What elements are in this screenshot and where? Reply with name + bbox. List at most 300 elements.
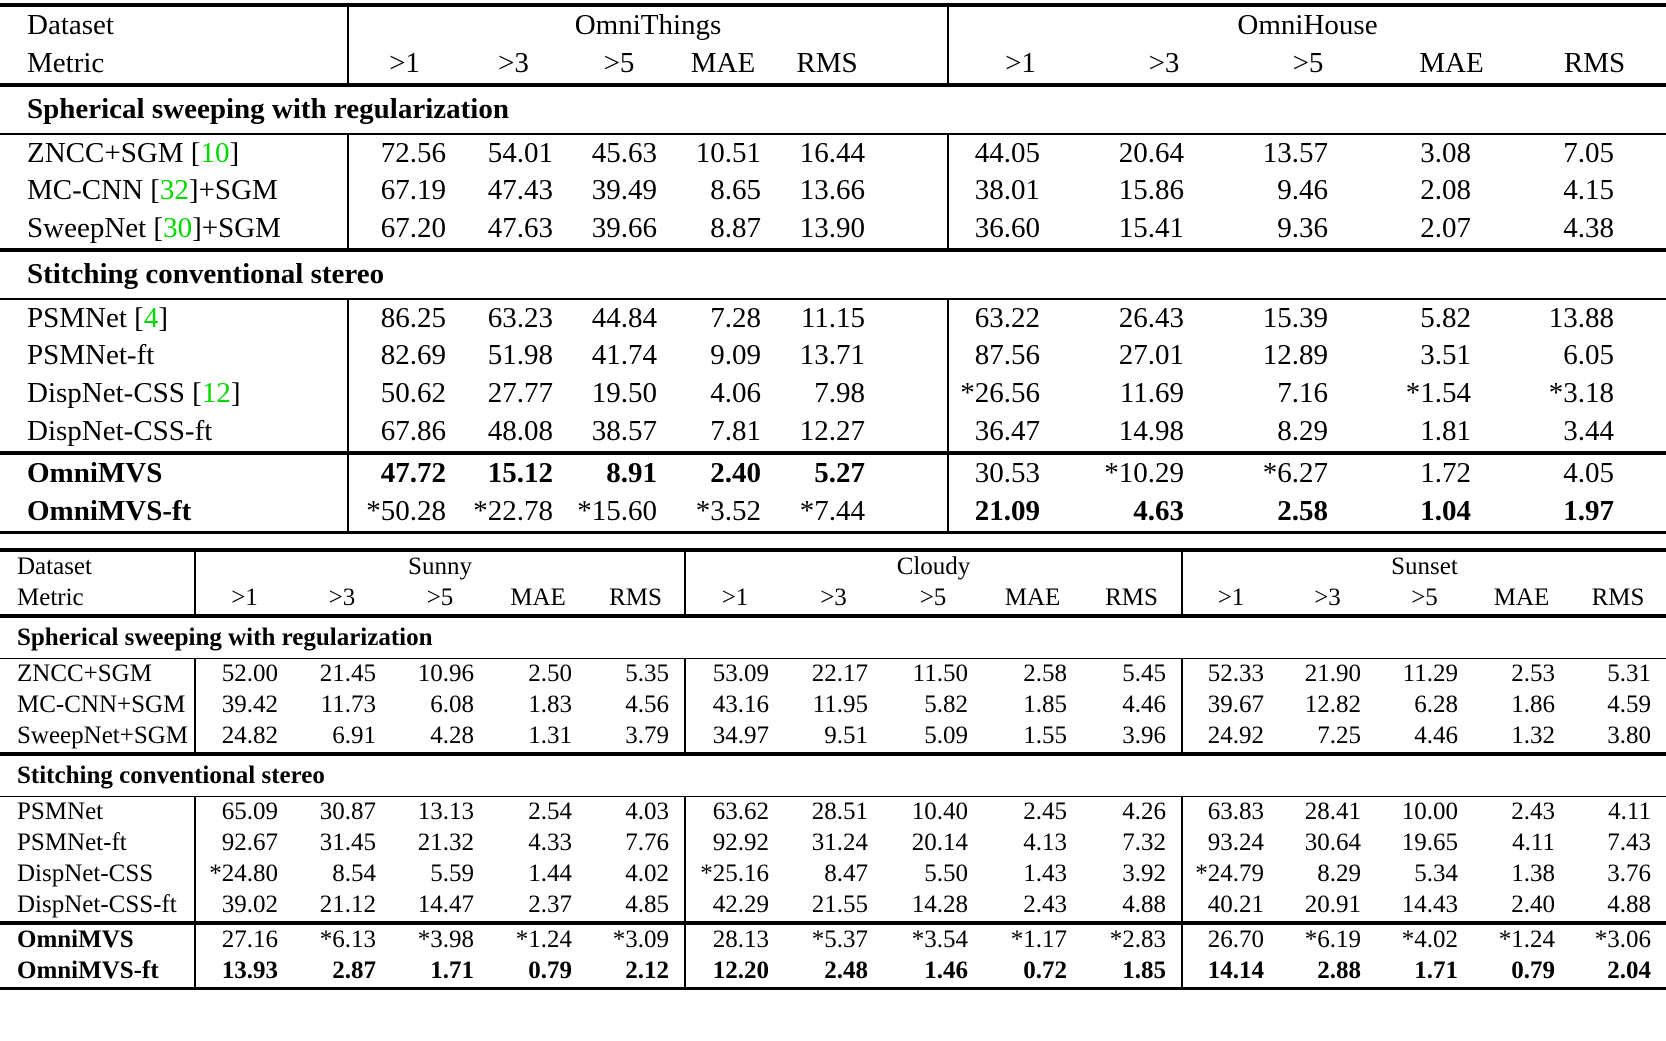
value-cell: *3.18: [1548, 377, 1614, 409]
value-cell: 1.83: [528, 691, 572, 718]
value-cell: 3.51: [1420, 339, 1471, 371]
value-cell: 13.71: [799, 339, 865, 371]
value-cell: 4.85: [625, 891, 669, 918]
row-label-text: OmniMVS-ft: [17, 957, 159, 984]
filler-cell: [879, 45, 948, 83]
value-cell: 65.09: [195, 797, 293, 828]
value-cell: 20.64: [1118, 136, 1184, 169]
value-cell: 5.31: [1607, 660, 1651, 688]
value-cell: 45.63: [591, 136, 657, 169]
value-cell: 2.43: [1023, 891, 1067, 918]
value-cell: 24.82: [195, 721, 293, 752]
value-cell: 12.89: [1262, 339, 1328, 371]
section-title-row: [0, 87, 1666, 134]
value-cell: 44.84: [591, 301, 657, 334]
metric-header: >1: [195, 583, 293, 614]
value-cell: 6.08: [430, 691, 474, 718]
value-cell: *1.54: [1405, 377, 1471, 409]
value-cell: 2.08: [1420, 174, 1471, 206]
value-cell: 4.05: [1563, 457, 1614, 489]
metric-header: >1: [1182, 583, 1279, 614]
value-cell: 53.09: [685, 659, 784, 690]
row-label-text: ]: [229, 136, 240, 169]
filler-cell: [879, 172, 948, 210]
value-cell: 9.46: [1277, 174, 1328, 206]
filler-cell: [879, 493, 948, 531]
row-label-text: OmniMVS: [17, 926, 134, 953]
value-cell: 1.55: [1023, 722, 1067, 749]
value-cell: 39.42: [195, 690, 293, 721]
metric-header: >1: [685, 583, 784, 614]
section-title: Stitching conventional stereo: [0, 252, 1666, 299]
citation-ref: 32: [159, 174, 189, 206]
value-cell: 34.97: [685, 721, 784, 752]
value-cell: 10.40: [911, 798, 968, 826]
value-cell: 11.73: [320, 691, 376, 718]
table-bottom-rule: [0, 987, 1666, 991]
value-cell: 11.95: [812, 691, 868, 718]
value-cell: 14.98: [1118, 415, 1184, 447]
value-cell: 1.43: [1023, 860, 1067, 887]
row-label-text: SweepNet+SGM: [17, 722, 189, 749]
value-cell: *4.02: [1401, 926, 1458, 953]
value-cell: 4.38: [1563, 212, 1614, 244]
value-cell: 0.79: [528, 957, 572, 984]
value-cell: 0.79: [1511, 957, 1555, 984]
value-cell: 27.77: [487, 377, 553, 409]
value-cell: 92.67: [195, 828, 293, 859]
value-cell: 8.65: [710, 174, 761, 206]
dataset-label: Dataset: [17, 553, 92, 580]
value-cell: 15.41: [1118, 212, 1184, 244]
value-cell: *5.37: [811, 926, 868, 953]
table-row: [0, 659, 1666, 690]
value-cell: *3.52: [695, 495, 761, 527]
value-cell: 7.43: [1607, 829, 1651, 856]
filler-cell: [879, 337, 948, 375]
row-label-text: PSMNet: [17, 798, 104, 826]
value-cell: 1.86: [1511, 691, 1555, 718]
value-cell: 27.16: [195, 925, 293, 956]
table-row: [0, 956, 1666, 987]
value-cell: 4.02: [625, 860, 669, 887]
value-cell: 4.88: [1122, 891, 1166, 918]
row-label-text: PSMNet [: [27, 301, 144, 334]
value-cell: 36.60: [948, 210, 1092, 248]
row-label-text: ]: [158, 301, 168, 334]
value-cell: *24.80: [195, 859, 293, 890]
metric-header: >5: [426, 584, 454, 611]
header-row-metric: [0, 45, 1666, 83]
metric-header: RMS: [1563, 47, 1626, 79]
value-cell: 67.20: [348, 210, 460, 248]
value-cell: 47.63: [487, 212, 553, 244]
value-cell: 43.16: [685, 690, 784, 721]
value-cell: 8.47: [824, 860, 868, 887]
value-cell: 22.17: [811, 660, 868, 688]
table-row: [0, 828, 1666, 859]
row-label-text: ]+SGM: [188, 174, 278, 206]
value-cell: 6.28: [1414, 691, 1458, 718]
row-label-text: DispNet-CSS [: [27, 377, 202, 409]
section-title-row: [0, 756, 1666, 797]
value-cell: 8.87: [710, 212, 761, 244]
row-label: [0, 721, 195, 752]
value-cell: 21.09: [948, 493, 1092, 531]
table-row: [0, 413, 1666, 451]
group-header: Cloudy: [685, 552, 1182, 583]
row-label-text: OmniMVS-ft: [27, 495, 192, 527]
value-cell: 21.45: [319, 660, 376, 688]
value-cell: *25.16: [685, 859, 784, 890]
row-label: [0, 134, 348, 172]
group-header: OmniHouse: [948, 7, 1666, 45]
table-row: [0, 455, 1666, 493]
row-label: [0, 890, 195, 921]
section-title-row: [0, 252, 1666, 299]
value-cell: 4.15: [1563, 174, 1614, 206]
value-cell: 5.50: [924, 860, 968, 887]
value-cell: 38.57: [591, 415, 657, 447]
value-cell: 2.87: [332, 957, 376, 984]
value-cell: 21.32: [417, 829, 474, 856]
value-cell: *1.17: [1010, 926, 1067, 953]
value-cell: 14.28: [911, 891, 968, 918]
metric-header: MAE: [690, 47, 756, 79]
value-cell: 13.90: [799, 212, 865, 244]
value-cell: 3.80: [1607, 722, 1651, 749]
value-cell: 9.09: [710, 339, 761, 371]
value-cell: 3.96: [1122, 722, 1166, 749]
value-cell: 63.23: [487, 301, 553, 334]
value-cell: 3.92: [1122, 860, 1166, 887]
value-cell: 67.86: [348, 413, 460, 451]
value-cell: 1.97: [1563, 495, 1614, 527]
value-cell: 2.53: [1511, 660, 1555, 688]
section-title: Spherical sweeping with regularization: [0, 618, 1666, 659]
value-cell: 7.28: [710, 301, 761, 334]
value-cell: *3.54: [911, 926, 968, 953]
value-cell: 1.32: [1511, 722, 1555, 749]
value-cell: 5.09: [924, 722, 968, 749]
value-cell: 14.14: [1182, 956, 1279, 987]
value-cell: 4.26: [1122, 798, 1166, 826]
table-row: [0, 210, 1666, 248]
value-cell: 7.16: [1277, 377, 1328, 409]
metric-header: MAE: [1493, 584, 1550, 611]
value-cell: 2.50: [528, 660, 572, 688]
row-label-text: ]+SGM: [192, 212, 281, 244]
filler-cell: [879, 375, 948, 413]
value-cell: 72.56: [348, 134, 460, 172]
value-cell: 21.12: [319, 891, 376, 918]
value-cell: 14.47: [417, 891, 474, 918]
value-cell: 13.93: [195, 956, 293, 987]
value-cell: 9.36: [1277, 212, 1328, 244]
value-cell: 4.11: [1608, 798, 1651, 826]
metric-label: Metric: [17, 584, 84, 611]
value-cell: 2.58: [1277, 495, 1328, 527]
value-cell: 92.92: [685, 828, 784, 859]
value-cell: 7.76: [625, 829, 669, 856]
metric-header: >3: [498, 47, 529, 79]
value-cell: 28.51: [811, 798, 868, 826]
metric-header: >1: [348, 45, 460, 83]
value-cell: 1.31: [528, 722, 572, 749]
filler-cell: [879, 210, 948, 248]
row-label: [0, 210, 348, 248]
value-cell: 4.46: [1414, 722, 1458, 749]
row-label: [0, 859, 195, 890]
value-cell: 1.85: [1122, 957, 1166, 984]
row-label: [0, 375, 348, 413]
value-cell: 1.44: [528, 860, 572, 887]
value-cell: 14.43: [1401, 891, 1458, 918]
value-cell: *2.83: [1109, 926, 1166, 953]
dataset-label: Dataset: [27, 9, 114, 41]
value-cell: 19.65: [1401, 829, 1458, 856]
section-title: Spherical sweeping with regularization: [0, 87, 1666, 134]
header-row-dataset: [0, 552, 1666, 583]
row-label-text: ]: [230, 377, 241, 409]
row-label: [0, 337, 348, 375]
value-cell: 47.43: [487, 174, 553, 206]
row-label: [0, 659, 195, 690]
row-label-text: OmniMVS: [27, 457, 163, 489]
value-cell: *3.06: [1594, 926, 1651, 953]
table-bottom-rule: [0, 531, 1666, 535]
value-cell: 4.56: [625, 691, 669, 718]
table-row: [0, 721, 1666, 752]
value-cell: *3.09: [612, 926, 669, 953]
metric-header: RMS: [796, 47, 858, 79]
metric-header: RMS: [1105, 584, 1158, 611]
metric-header: >5: [919, 584, 947, 611]
filler-cell: [879, 455, 948, 493]
value-cell: 4.13: [1023, 829, 1067, 856]
value-cell: 2.12: [625, 957, 669, 984]
header-row-metric: [0, 583, 1666, 614]
table-row: [0, 797, 1666, 828]
value-cell: *1.24: [515, 926, 572, 953]
value-cell: 13.66: [799, 174, 865, 206]
value-cell: 41.74: [591, 339, 657, 371]
value-cell: 4.03: [625, 798, 669, 826]
row-label: [0, 690, 195, 721]
value-cell: 7.32: [1122, 829, 1166, 856]
value-cell: 11.15: [800, 301, 865, 334]
value-cell: 63.83: [1182, 797, 1279, 828]
group-header: Sunny: [195, 552, 685, 583]
value-cell: 2.40: [710, 457, 761, 489]
value-cell: 1.72: [1420, 457, 1471, 489]
value-cell: 4.88: [1607, 891, 1651, 918]
table-row: [0, 375, 1666, 413]
value-cell: 50.62: [348, 375, 460, 413]
value-cell: 13.13: [417, 798, 474, 826]
row-label-text: PSMNet-ft: [17, 829, 127, 856]
value-cell: 10.51: [695, 136, 761, 169]
value-cell: 5.59: [430, 860, 474, 887]
value-cell: 67.19: [348, 172, 460, 210]
value-cell: 7.05: [1563, 136, 1614, 169]
value-cell: 2.40: [1511, 891, 1555, 918]
value-cell: 38.01: [948, 172, 1092, 210]
table-row: [0, 690, 1666, 721]
value-cell: 2.88: [1317, 957, 1361, 984]
value-cell: 44.05: [948, 134, 1092, 172]
value-cell: 39.02: [195, 890, 293, 921]
value-cell: 3.76: [1607, 860, 1651, 887]
row-label-text: DispNet-CSS-ft: [17, 891, 177, 918]
value-cell: *22.78: [473, 495, 553, 527]
value-cell: 11.29: [1402, 660, 1458, 688]
row-label: [0, 925, 195, 956]
value-cell: *6.13: [319, 926, 376, 953]
filler-cell: [879, 299, 948, 337]
value-cell: 2.45: [1023, 798, 1067, 826]
value-cell: 2.48: [824, 957, 868, 984]
value-cell: 82.69: [348, 337, 460, 375]
metric-label: Metric: [27, 47, 105, 79]
row-label: [0, 956, 195, 987]
value-cell: 8.29: [1277, 415, 1328, 447]
value-cell: 5.82: [1420, 301, 1471, 334]
value-cell: 8.91: [606, 457, 657, 489]
citation-ref: 10: [200, 136, 230, 169]
value-cell: 15.39: [1262, 301, 1328, 334]
value-cell: 54.01: [487, 136, 553, 169]
table-row: [0, 859, 1666, 890]
table-row: [0, 493, 1666, 531]
metric-header: MAE: [1419, 47, 1484, 79]
value-cell: 4.46: [1122, 691, 1166, 718]
value-cell: 8.54: [332, 860, 376, 887]
value-cell: 0.72: [1023, 957, 1067, 984]
value-cell: 28.41: [1304, 798, 1361, 826]
value-cell: 30.64: [1304, 829, 1361, 856]
value-cell: 2.04: [1607, 957, 1651, 984]
value-cell: 11.69: [1119, 377, 1184, 409]
value-cell: *3.98: [417, 926, 474, 953]
value-cell: 2.58: [1023, 660, 1067, 688]
row-label: [0, 413, 348, 451]
value-cell: 4.33: [528, 829, 572, 856]
table-bottom-rule: [0, 531, 1666, 535]
value-cell: 39.66: [591, 212, 657, 244]
value-cell: 36.47: [948, 413, 1092, 451]
row-label-text: DispNet-CSS-ft: [27, 415, 213, 447]
row-label: [0, 172, 348, 210]
value-cell: 63.22: [948, 299, 1092, 337]
row-label-text: MC-CNN+SGM: [17, 691, 186, 718]
results-table-2: [0, 548, 1666, 990]
value-cell: 6.91: [332, 722, 376, 749]
value-cell: 20.91: [1304, 891, 1361, 918]
value-cell: 7.81: [710, 415, 761, 447]
value-cell: 19.50: [591, 377, 657, 409]
row-label-text: MC-CNN [: [27, 174, 160, 206]
value-cell: 31.24: [811, 829, 868, 856]
value-cell: *15.60: [577, 495, 657, 527]
metric-header: MAE: [510, 584, 566, 611]
row-label: [0, 493, 348, 531]
table-row: [0, 172, 1666, 210]
value-cell: 42.29: [685, 890, 784, 921]
value-cell: 20.14: [911, 829, 968, 856]
value-cell: 1.04: [1420, 495, 1471, 527]
value-cell: 10.00: [1401, 798, 1458, 826]
value-cell: 13.57: [1262, 136, 1328, 169]
row-label-text: ZNCC+SGM [: [27, 136, 201, 169]
row-label-text: SweepNet [: [27, 212, 164, 244]
value-cell: 8.29: [1317, 860, 1361, 887]
results-table-1: [0, 3, 1666, 534]
value-cell: 40.21: [1182, 890, 1279, 921]
value-cell: 15.12: [487, 457, 553, 489]
value-cell: 4.63: [1133, 495, 1184, 527]
value-cell: 26.43: [1118, 301, 1184, 334]
section-title-row: [0, 618, 1666, 659]
row-label-text: PSMNet-ft: [27, 339, 155, 371]
value-cell: 1.71: [430, 957, 474, 984]
metric-header: >3: [1314, 584, 1341, 611]
filler-cell: [879, 413, 948, 451]
value-cell: 12.20: [685, 956, 784, 987]
section-title: Stitching conventional stereo: [0, 756, 1666, 797]
metric-header: >3: [1148, 47, 1180, 79]
value-cell: *26.56: [948, 375, 1092, 413]
value-cell: 5.45: [1122, 660, 1166, 688]
metric-header: >3: [328, 584, 356, 611]
value-cell: 27.01: [1118, 339, 1184, 371]
filler-cell: [879, 134, 948, 172]
value-cell: 63.62: [685, 797, 784, 828]
row-label-text: DispNet-CSS: [17, 860, 154, 887]
value-cell: 47.72: [348, 455, 460, 493]
citation-ref: 30: [163, 212, 193, 244]
value-cell: 12.27: [799, 415, 865, 447]
value-cell: 87.56: [948, 337, 1092, 375]
value-cell: 3.44: [1563, 415, 1614, 447]
value-cell: *6.19: [1304, 926, 1361, 953]
header-row-dataset: [0, 7, 1666, 45]
value-cell: 11.50: [912, 660, 968, 688]
group-header: Sunset: [1182, 552, 1666, 583]
metric-header: >1: [948, 45, 1092, 83]
value-cell: 26.70: [1182, 925, 1279, 956]
value-cell: 5.34: [1414, 860, 1458, 887]
value-cell: 51.98: [487, 339, 553, 371]
row-label-text: ZNCC+SGM: [17, 660, 152, 688]
row-label: [0, 299, 348, 337]
metric-header: MAE: [1004, 584, 1061, 611]
value-cell: *7.44: [799, 495, 865, 527]
value-cell: 1.71: [1414, 957, 1458, 984]
value-cell: 2.37: [528, 891, 572, 918]
metric-header: RMS: [1591, 584, 1645, 611]
value-cell: 30.87: [319, 798, 376, 826]
value-cell: 5.27: [814, 457, 865, 489]
value-cell: 12.82: [1304, 691, 1361, 718]
value-cell: 13.88: [1548, 301, 1614, 334]
group-header: OmniThings: [348, 7, 948, 45]
value-cell: 4.11: [1512, 829, 1555, 856]
metric-header: >5: [1292, 47, 1324, 79]
table-row: [0, 337, 1666, 375]
metric-header: >3: [820, 584, 847, 611]
value-cell: 16.44: [799, 136, 865, 169]
